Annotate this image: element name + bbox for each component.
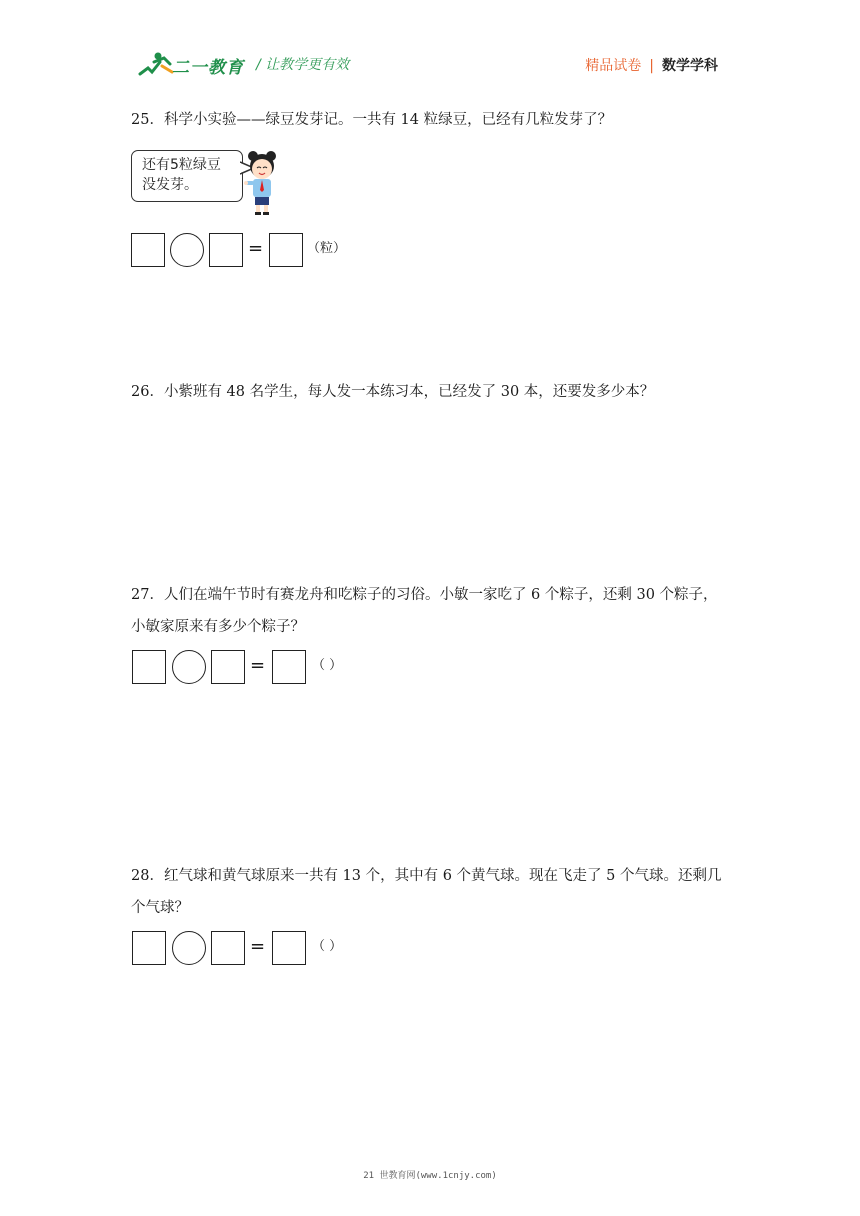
girl-character-icon bbox=[244, 148, 280, 216]
runner-logo-icon bbox=[136, 48, 176, 80]
speech-bubble bbox=[131, 150, 243, 202]
brand-logo bbox=[136, 48, 248, 80]
equals-sign: = bbox=[250, 936, 266, 957]
header-subject: 数学学科 bbox=[662, 58, 718, 74]
question-28-text-line1: 28．红气球和黄气球原来一共有 13 个，其中有 6 个黄气球。现在飞走了 5 个气球。还剩几 bbox=[131, 868, 722, 884]
brand-name: 二一教育 bbox=[172, 58, 244, 78]
speech-bubble-text: 还有5粒绿豆没发芽。 bbox=[142, 157, 221, 193]
header-right bbox=[585, 55, 718, 75]
answer-box[interactable] bbox=[131, 233, 165, 267]
operator-circle[interactable] bbox=[172, 650, 206, 684]
unit-label: （ ） bbox=[312, 939, 343, 954]
answer-box[interactable] bbox=[211, 931, 245, 965]
slogan: / 让教学更有效 bbox=[256, 57, 350, 73]
unit-label: （ ） bbox=[312, 658, 343, 673]
question-27-text-line2: 小敏家原来有多少个粽子？ bbox=[131, 619, 305, 635]
answer-box[interactable] bbox=[211, 650, 245, 684]
header-label: 精品试卷 bbox=[585, 58, 642, 74]
result-box[interactable] bbox=[272, 931, 306, 965]
equals-sign: = bbox=[250, 655, 266, 676]
result-box[interactable] bbox=[272, 650, 306, 684]
question-28-text-line2: 个气球？ bbox=[131, 900, 189, 916]
answer-box[interactable] bbox=[209, 233, 243, 267]
question-27-text-line1: 27．人们在端午节时有赛龙舟和吃粽子的习俗。小敏一家吃了 6 个粽子，还剩 30 个粽子， bbox=[131, 587, 718, 603]
unit-label: （粒） bbox=[307, 241, 347, 256]
header-separator: | bbox=[649, 58, 654, 74]
answer-box[interactable] bbox=[132, 650, 166, 684]
equals-sign: = bbox=[248, 238, 264, 259]
question-25-text: 25．科学小实验——绿豆发芽记。一共有 14 粒绿豆，已经有几粒发芽了？ bbox=[131, 112, 613, 128]
answer-box[interactable] bbox=[132, 931, 166, 965]
operator-circle[interactable] bbox=[170, 233, 204, 267]
page-footer: 21 世教育网(www.1cnjy.com) bbox=[363, 1171, 497, 1181]
result-box[interactable] bbox=[269, 233, 303, 267]
question-26-text: 26．小紫班有 48 名学生，每人发一本练习本，已经发了 30 本，还要发多少本？ bbox=[131, 384, 655, 400]
operator-circle[interactable] bbox=[172, 931, 206, 965]
